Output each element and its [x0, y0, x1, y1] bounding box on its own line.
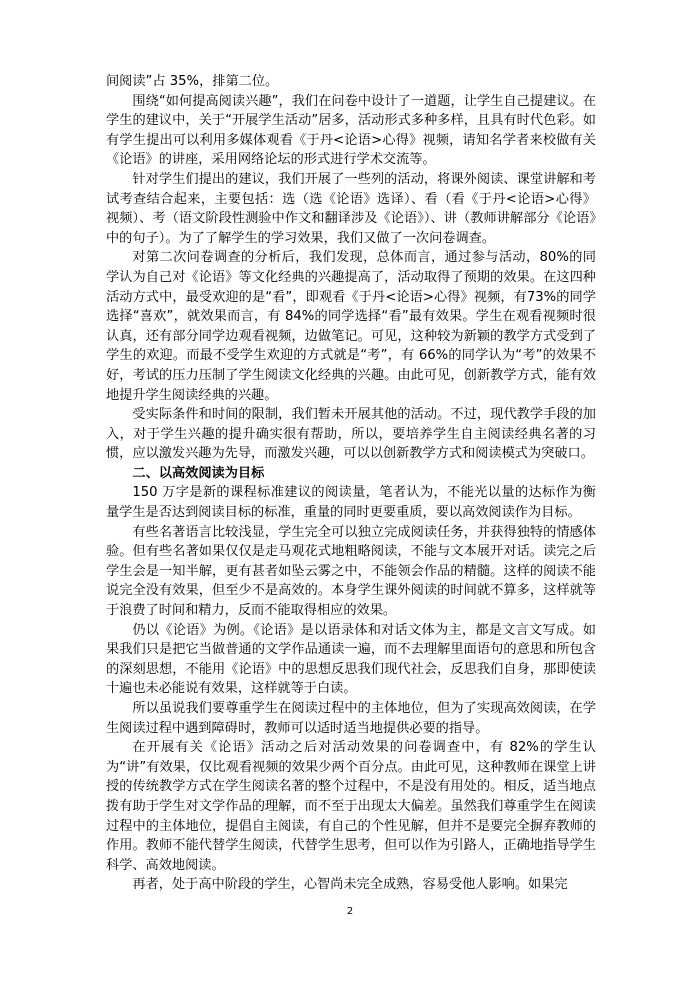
paragraph: 针对学生们提出的建议，我们开展了一些列的活动，将课外阅读、课堂讲解和考试考查结合起来，主要包括：选（选《论语》选译）、看（看《于丹<论语>心得》视频）、考（语文阶段性测验中作文和翻译涉及《论语》）、讲（教师讲解部分《论语》中的句子）。为了了解学生的学习效果，我们又做了一次问卷调查。: [106, 171, 596, 246]
page-number: 2: [346, 906, 354, 917]
paragraph: 对第二次问卷调查的分析后，我们发现，总体而言，通过参与活动，80%的同学认为自己对《论语》等文化经典的兴趣提高了，活动取得了预期的效果。在这四种活动方式中，最受欢迎的是“看”，即观看《于丹<论语>心得》视频，有73%的同学选择“喜欢”，就效果而言，有 84%的同学选择“看”最有效果。学生在观看视频时很认真，还有部分同学边观看视频，边做笔记。可见，这种较为新颖的教学方式受到了学生的欢迎。而最不受学生欢迎的方式就是“考”，有 66%的同学认为“考”的效果不好，考试的压力压制了学生阅读文化经典的兴趣。由此可见，创新教学方式，能有效地提升学生阅读经典的兴趣。: [106, 250, 596, 403]
paragraph: 在开展有关《论语》活动之后对活动效果的问卷调查中，有 82%的学生认为“讲”有效果，仅比观看视频的效果少两个百分点。由此可见，这种教师在课堂上讲授的传统教学方式在学生阅读名著的整个过程中，不是没有用处的。相反，适当地点拨有助于学生对文学作品的理解，而不至于出现太大偏差。虽然我们尊重学生在阅读过程中的主体地位，提倡自主阅读，有自己的个性见解，但并不是要完全摒弃教师的作用。教师不能代替学生阅读，代替学生思考，但可以作为引路人，正确地指导学生科学、高效地阅读。: [106, 740, 596, 873]
paragraph: 仍以《论语》为例。《论语》是以语录体和对话文体为主，都是文言文写成。如果我们只是把它当做普通的文学作品通读一遍，而不去理解里面语句的意思和所包含的深刻思想，不能用《论语》中的思想反思我们现代社会，反思我们自身，那即使读十遍也未必能说有效果，这样就等于白读。: [106, 622, 596, 697]
section-heading: 二、以高效阅读为目标: [132, 465, 265, 481]
paragraph: 150 万字是新的课程标准建议的阅读量，笔者认为，不能光以量的达标作为衡量学生是否达到阅读目标的标准，重量的同时更要重质，要以高效阅读作为目标。: [106, 485, 596, 521]
paragraph: 围绕“如何提高阅读兴趣”，我们在问卷中设计了一道题，让学生自己提建议。在学生的建议中，关于“开展学生活动”居多，活动形式多种多样，且具有时代色彩。如有学生提出可以利用多媒体观看《于丹<论语>心得》视频，请知名学者来校做有关《论语》的讲座，采用网络论坛的形式进行学术交流等。: [106, 93, 596, 168]
paragraph: 间阅读”占 35%，排第二位。: [106, 74, 279, 89]
paragraph: 受实际条件和时间的限制，我们暂未开展其他的活动。不过，现代教学手段的加入，对于学生兴趣的提升确实很有帮助，所以，要培养学生自主阅读经典名著的习惯，应以激发兴趣为先导，而激发兴趣，可以以创新教学方式和阅读模式为突破口。: [106, 407, 596, 462]
paragraph: 所以虽说我们要尊重学生在阅读过程中的主体地位，但为了实现高效阅读，在学生阅读过程中遇到障碍时，教师可以适时适当地提供必要的指导。: [106, 701, 596, 736]
paragraph: 有些名著语言比较浅显，学生完全可以独立完成阅读任务，并获得独特的情感体验。但有些名著如果仅仅是走马观花式地粗略阅读，不能与文本展开对话。读完之后学生会是一知半解，更有甚者如坠云雾之中，不能领会作品的精髓。这样的阅读不能说完全没有效果，但至少不是高效的。本身学生课外阅读的时间就不算多，这样就等于浪费了时间和精力，反而不能取得相应的效果。: [106, 524, 596, 619]
document-body: [106, 72, 596, 895]
paragraph: 再者，处于高中阶段的学生，心智尚未完全成熟，容易受他人影响。如果完: [132, 877, 568, 893]
